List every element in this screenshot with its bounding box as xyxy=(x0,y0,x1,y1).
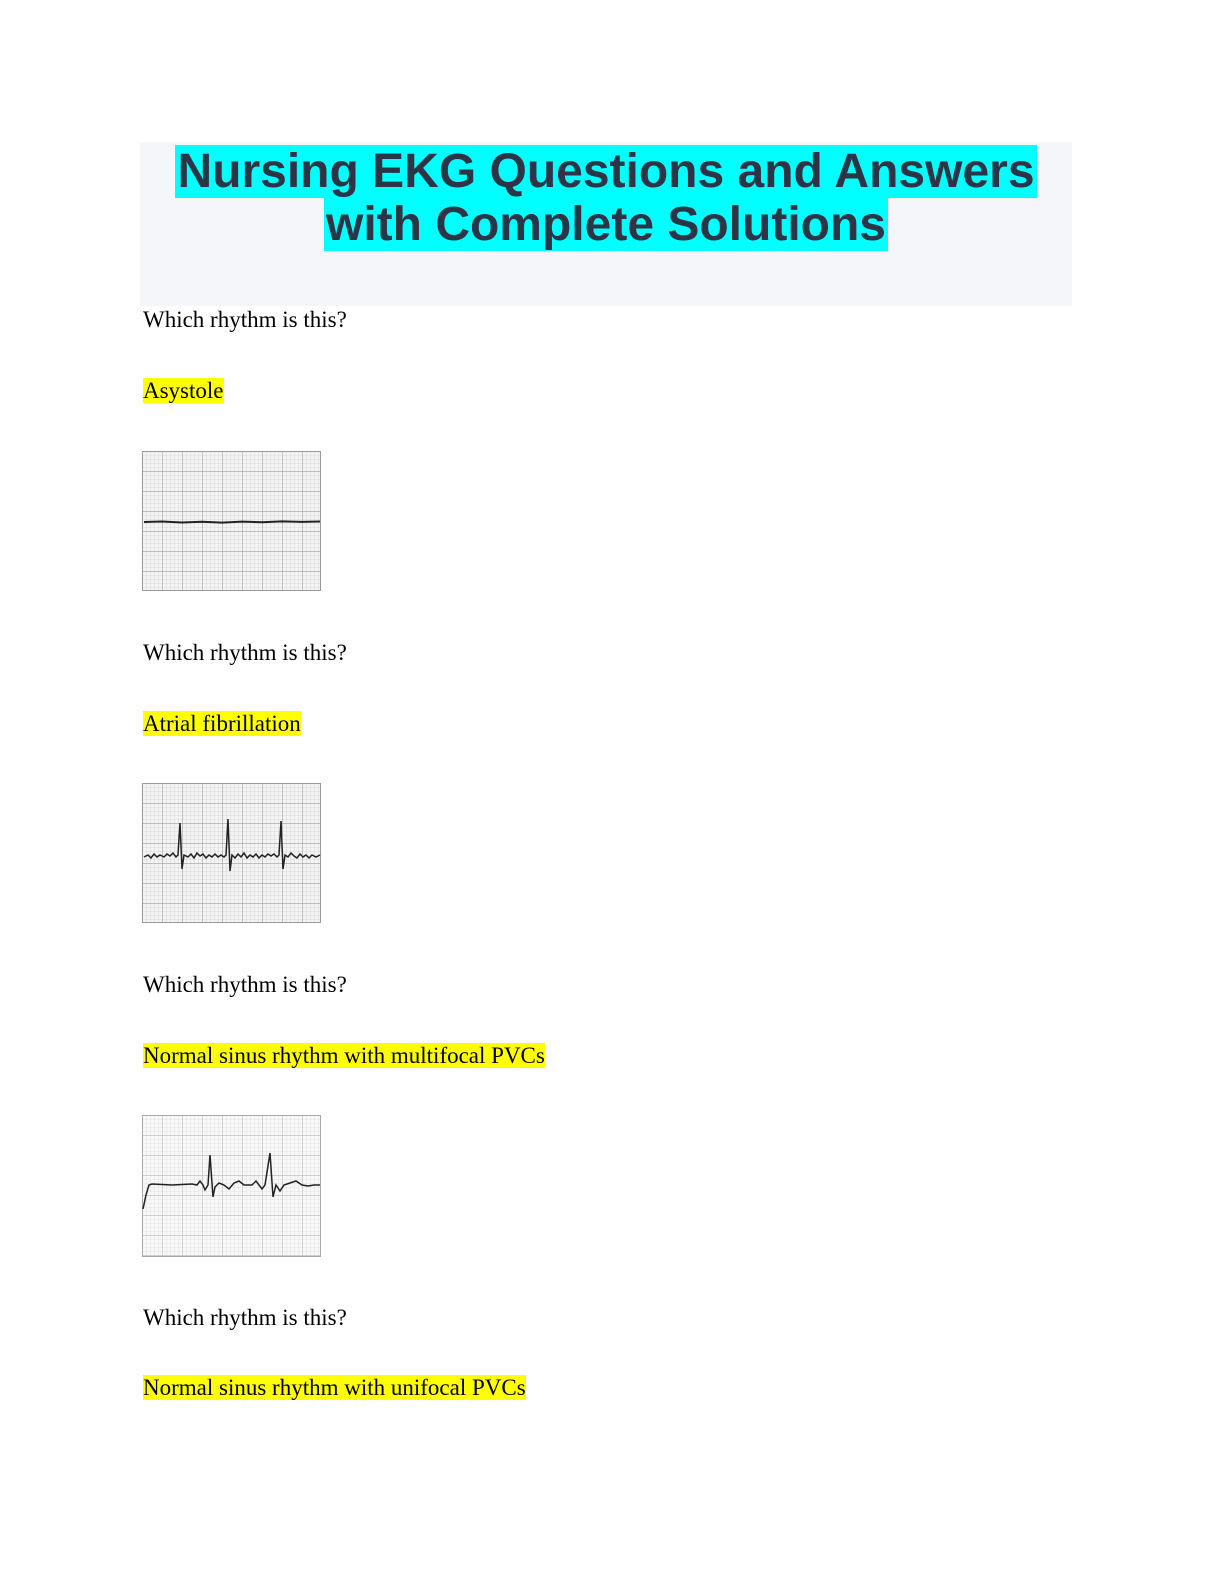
page-title-line-2: with Complete Solutions xyxy=(326,198,886,251)
ekg-strip-2 xyxy=(142,783,321,923)
ekg-strip-multifocal-pvc-image xyxy=(142,1115,321,1257)
question-3: Which rhythm is this? xyxy=(143,972,347,997)
answer-1: Asystole xyxy=(143,378,224,403)
answer-3: Normal sinus rhythm with multifocal PVCs xyxy=(143,1043,545,1068)
question-4: Which rhythm is this? xyxy=(143,1305,347,1330)
question-1: Which rhythm is this? xyxy=(143,307,347,332)
ekg-strip-asystole-image xyxy=(142,451,321,591)
question-2: Which rhythm is this? xyxy=(143,640,347,665)
ekg-strip-3 xyxy=(142,1115,321,1255)
answer-2: Atrial fibrillation xyxy=(143,711,301,736)
ekg-strip-afib-image xyxy=(142,783,321,923)
answer-4: Normal sinus rhythm with unifocal PVCs xyxy=(143,1375,526,1400)
page-title-line-1: Nursing EKG Questions and Answers xyxy=(177,145,1035,198)
ekg-strip-1 xyxy=(142,451,321,591)
title-block xyxy=(140,142,1072,306)
